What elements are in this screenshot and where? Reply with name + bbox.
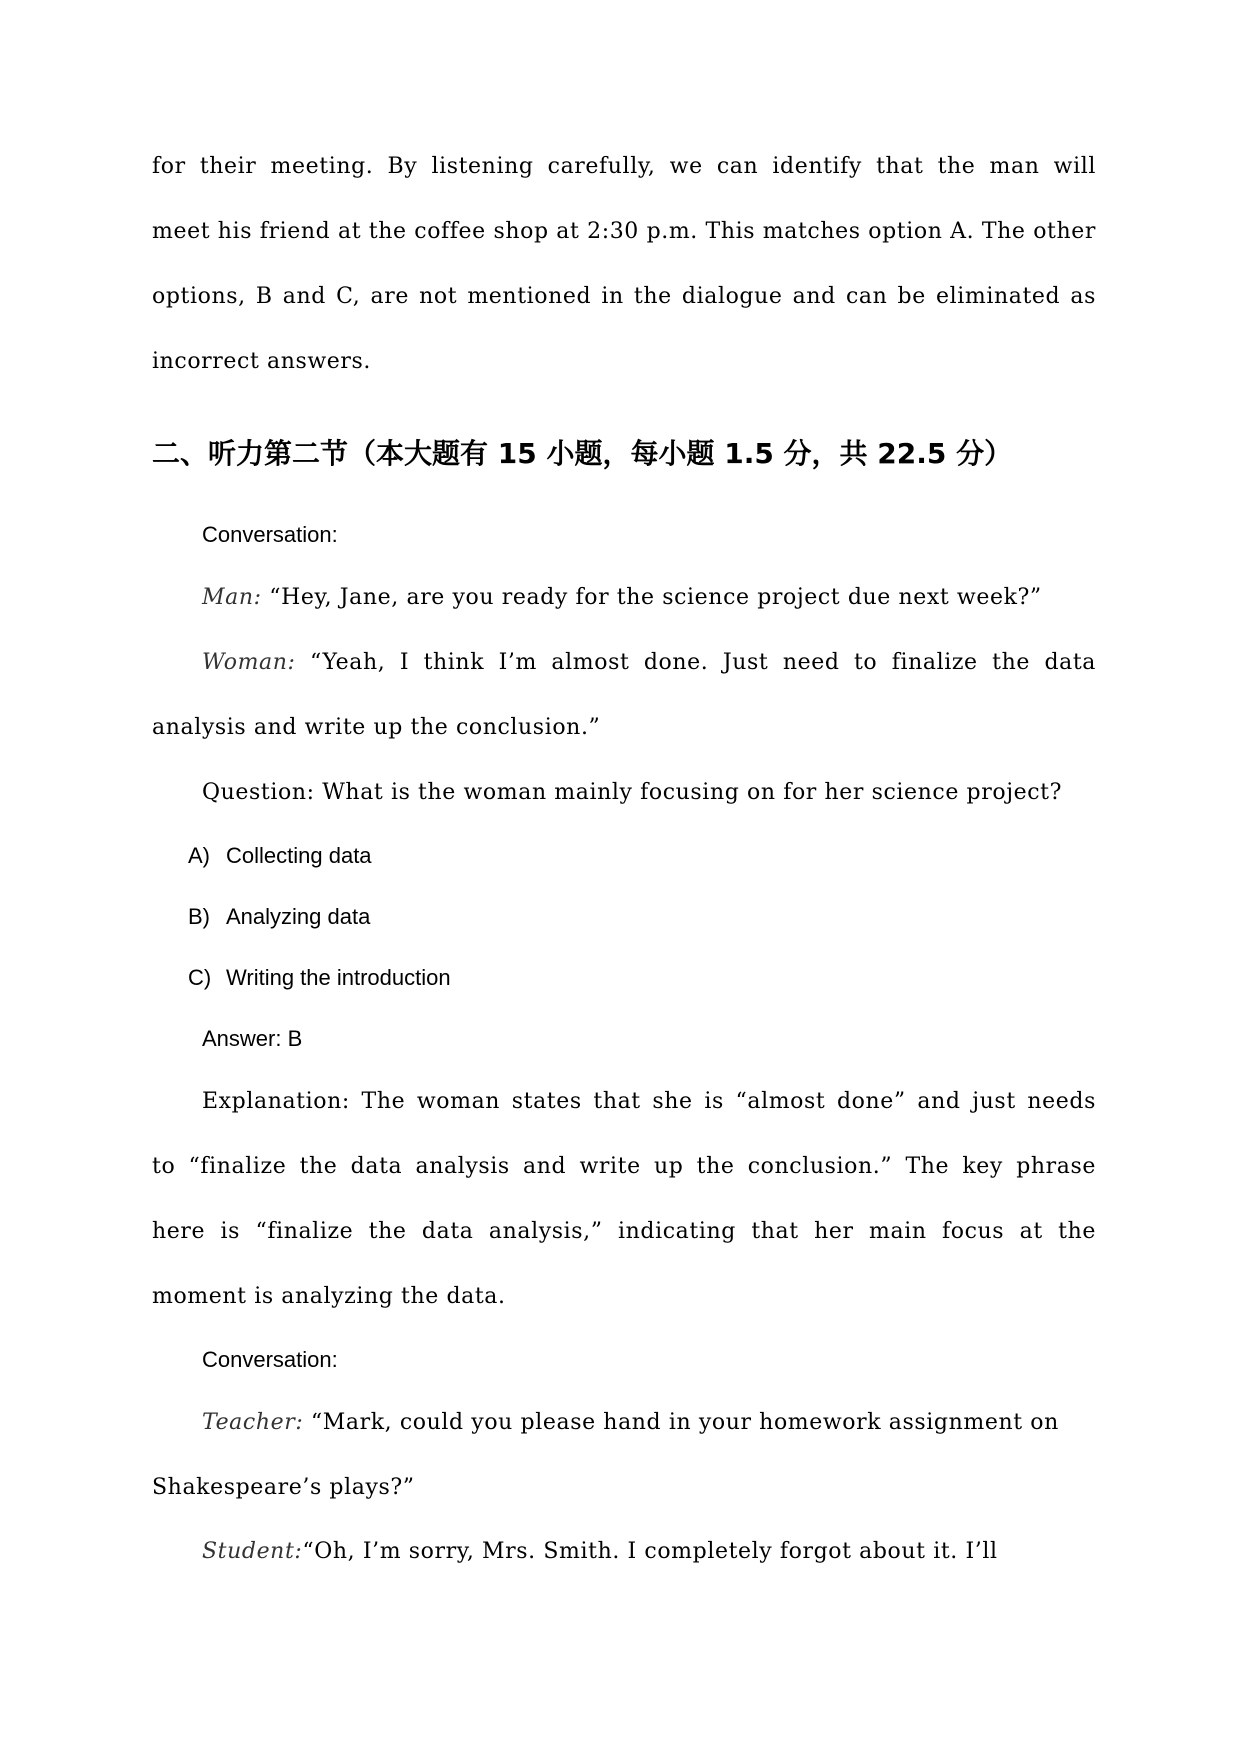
conversation-label-1: Conversation: — [202, 522, 338, 547]
teacher-utterance-2: Shakespeare’s plays?” — [152, 1475, 415, 1500]
woman-utterance-2: analysis and write up the conclusion.” — [152, 715, 601, 740]
teacher-utterance-1: “Mark, could you please hand in your homework assignment on — [303, 1410, 1059, 1435]
intro-line-4: incorrect answers. — [152, 349, 372, 374]
explanation-line-1: Explanation: The woman states that she is “almost done” and just needs — [202, 1089, 1096, 1114]
speaker-student: Student: — [202, 1539, 303, 1564]
option-a-letter: A) — [188, 843, 210, 868]
intro-line-2: meet his friend at the coffee shop at 2:30 p.m. This matches option A. The other — [152, 219, 1096, 244]
option-c — [188, 963, 451, 993]
conversation-label-2: Conversation: — [202, 1347, 338, 1372]
explanation-line-2: to “finalize the data analysis and write up the conclusion.” The key phrase — [152, 1154, 1096, 1179]
option-c-text: Writing the introduction — [226, 965, 451, 990]
option-b — [188, 902, 370, 932]
man-utterance: “Hey, Jane, are you ready for the science project due next week?” — [261, 585, 1042, 610]
dialogue-woman — [202, 648, 1096, 678]
intro-line-3: options, B and C, are not mentioned in the dialogue and can be eliminated as — [152, 284, 1096, 309]
intro-line-1: for their meeting. By listening carefully, we can identify that the man will — [152, 154, 1096, 179]
question-1: Question: What is the woman mainly focusing on for her science project? — [202, 780, 1063, 805]
dialogue-man — [202, 583, 1096, 613]
speaker-woman: Woman: — [202, 650, 296, 675]
option-a — [188, 841, 372, 871]
answer-1: Answer: B — [202, 1026, 303, 1051]
speaker-teacher: Teacher: — [202, 1410, 304, 1435]
dialogue-student — [202, 1537, 1096, 1567]
option-b-text: Analyzing data — [226, 904, 371, 929]
explanation-line-4: moment is analyzing the data. — [152, 1284, 506, 1309]
dialogue-teacher — [202, 1408, 1096, 1438]
explanation-line-3: here is “finalize the data analysis,” indicating that her main focus at the — [152, 1219, 1096, 1244]
option-b-letter: B) — [188, 904, 210, 929]
option-a-text: Collecting data — [226, 843, 372, 868]
woman-utterance-1: “Yeah, I think I’m almost done. Just need to finalize the data — [295, 650, 1096, 675]
section-heading: 二、听力第二节（本大题有 15 小题，每小题 1.5 分，共 22.5 分） — [152, 437, 1013, 470]
student-utterance-1: “Oh, I’m sorry, Mrs. Smith. I completely forgot about it. I’ll — [302, 1539, 998, 1564]
speaker-man: Man: — [202, 585, 262, 610]
option-c-letter: C) — [188, 965, 212, 990]
